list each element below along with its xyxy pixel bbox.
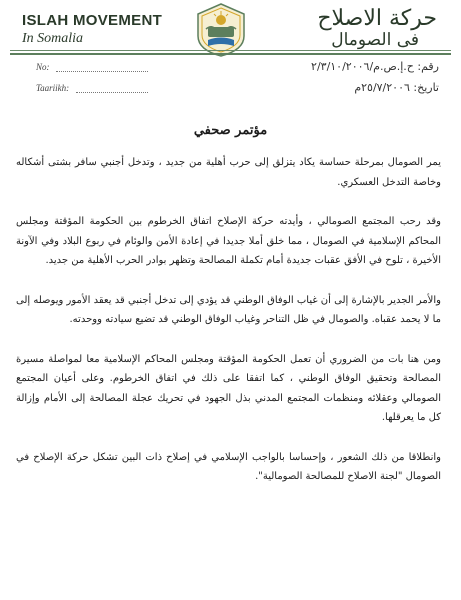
paragraph: ومن هنا بات من الضروري أن تعمل الحكومة المؤقتة ومجلس المحاكم الإسلامية معا لمواصلة مسيرة المصالحة وتحقيق الوفاق الوطني ، كما اتفقا على ذلك في اتفاق الخرطوم. وعلى أعيان المجتمع الصومالي وعقلائه ومنظمات المجتمع المدني بذل الجهود في تحريك عجلة المصالحة إلى الأمام وإزالة كل ما يعرقلها. <box>16 353 441 423</box>
org-name-ar: حركة الاصلاح <box>317 6 437 31</box>
document-body <box>16 153 441 507</box>
paragraph: يمر الصومال بمرحلة حساسة يكاد يتزلق إلى حرب أهلية من جديد ، وتدخل أجنبي سافر بشتى أشكاله وخاصة التدخل العسكري. <box>16 157 441 188</box>
paragraph: والأمر الجدير بالإشارة إلى أن غياب الوفاق الوطني قد يؤدي إلى تدخل أجنبي قد يعقد الأمور ويوصله إلى ما لا يحمد عقباه. والصومال في ظل التناحر وغياب الوفاق الوطني قد تضيع سيادته ووحدته. <box>16 294 441 325</box>
paragraph: وقد رحب المجتمع الصومالي ، وأيدته حركة الإصلاح اتفاق الخرطوم بين الحكومة المؤقتة ومجلس المحاكم الإسلامية في الصومال ، مما خلق أملا جديدا في إعادة الأمن والوئام في ربوع البلاد وفي الآونة الأخيرة ، تلوح في الأفق عقبات جديدة أمام تكملة المصالحة وتظهر بوادر الحرب الأهلية من جديد. <box>16 216 441 266</box>
date-ar: تاريخ: ٢٥/٧/٢٠٠٦م <box>354 81 439 94</box>
org-location-ar: فى الصومال <box>331 30 419 50</box>
header-divider-thin <box>10 50 451 51</box>
date-dotted-line <box>76 84 148 93</box>
reference-number-ar: رقم: ح.إ.ص.م/٢/٣/١٠/٢٠٠٦ <box>311 60 439 73</box>
number-dotted-line <box>56 63 148 72</box>
org-location-en: In Somalia <box>22 31 84 46</box>
date-label: Taariikh: <box>36 83 70 93</box>
document-title: مؤتمر صحفي <box>193 123 268 138</box>
header-divider-thick <box>10 53 451 55</box>
org-name-en: ISLAH MOVEMENT <box>22 12 163 29</box>
paragraph: وانطلاقا من ذلك الشعور ، وإحساسا بالواجب الإسلامي في إصلاح ذات البين تشكل حركة الإصلاح في الصومال "لجنة الاصلاح للمصالحة الصومالية". <box>16 451 441 482</box>
number-label: No: <box>36 62 50 72</box>
